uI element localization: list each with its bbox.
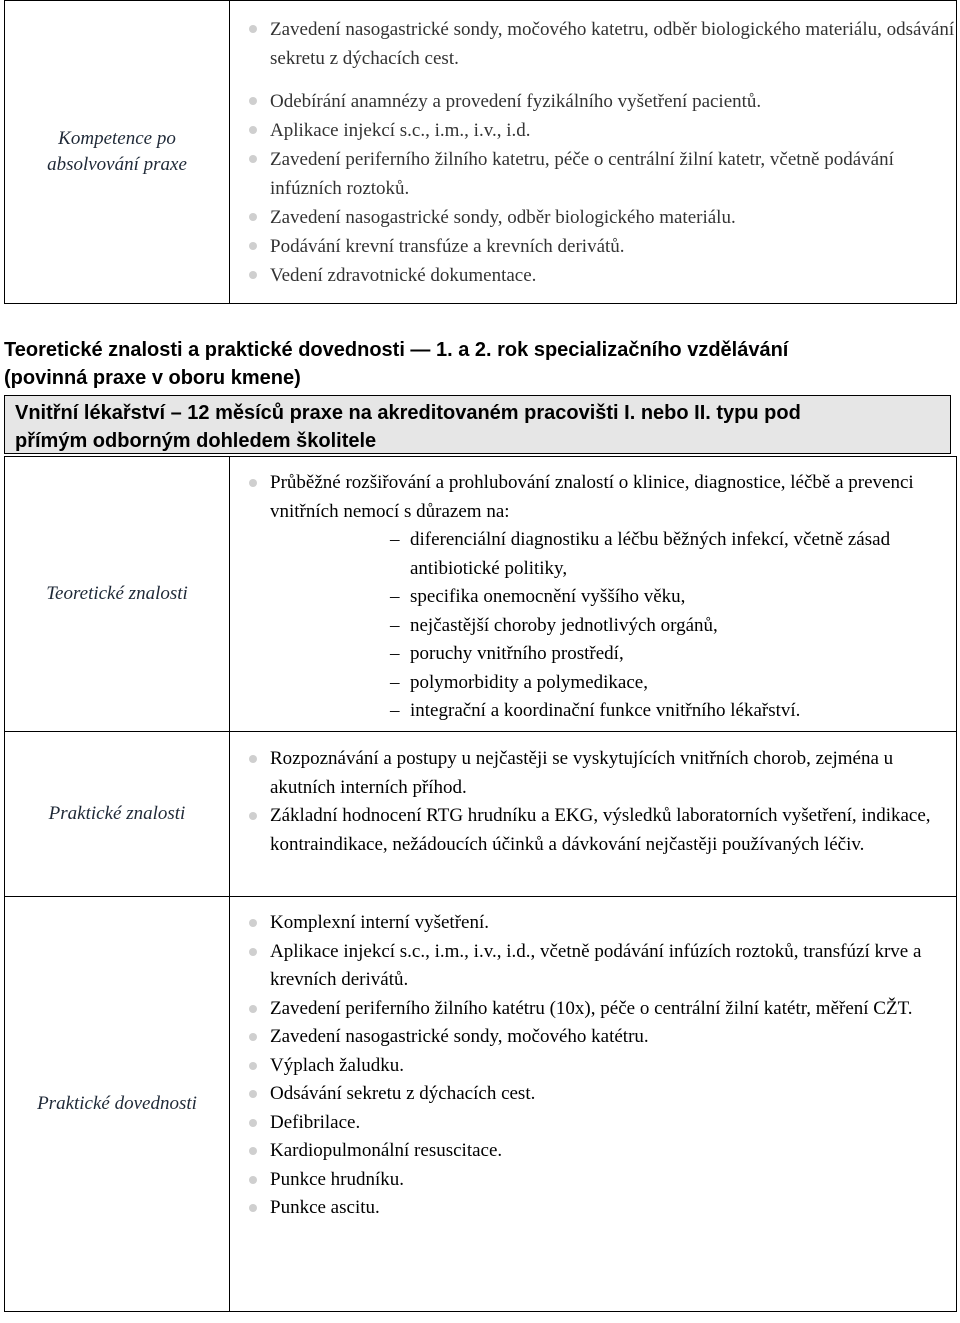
practical-knowledge-label: Praktické znalosti (5, 732, 230, 897)
list-item: Zavedení periferního žilního katétru (10x), péče o centrální žilní katétr, měření CŽT. (230, 995, 956, 1024)
practical-skills-list (230, 909, 956, 1223)
section-heading-line2: (povinná praxe v oboru kmene) (4, 367, 301, 389)
practical-skills-content (230, 897, 957, 1312)
list-item: Zavedení nasogastrické sondy, močového katetru, odběr biologického materiálu, odsávání sekretu z dýchacích cest. (230, 15, 956, 73)
list-item: Odebírání anamnézy a provedení fyzikálního vyšetření pacientů. (230, 87, 956, 116)
list-item: Punkce hrudníku. (230, 1166, 956, 1195)
sub-list-item: – diferenciální diagnostiku a léčbu běžných infekcí, včetně zásad antibiotické politiky, (390, 526, 956, 583)
list-item: Průběžné rozšiřování a prohlubování znalostí o klinice, diagnostice, léčbě a prevenci vnitřních nemocí s důrazem na: (230, 469, 956, 526)
list-item: Výplach žaludku. (230, 1052, 956, 1081)
list-item: Defibrilace. (230, 1109, 956, 1138)
subheading-line2: přímým odborným dohledem školitele (15, 430, 377, 452)
sub-list-item: – nejčastější choroby jednotlivých orgánů, (390, 612, 956, 641)
sub-list-item: – specifika onemocnění vyššího věku, (390, 583, 956, 612)
list-item: Aplikace injekcí s.c., i.m., i.v., i.d. (230, 116, 956, 145)
practical-knowledge-list (230, 745, 956, 859)
sub-list-item: – polymorbidity a polymedikace, (390, 669, 956, 698)
list-item: Kardiopulmonální resuscitace. (230, 1137, 956, 1166)
subheading-box (4, 395, 951, 454)
section-heading-line1: Teoretické znalosti a praktické dovednosti — 1. a 2. rok specializačního vzdělávání (4, 339, 789, 361)
theory-label: Teoretické znalosti (5, 457, 230, 732)
theory-subitems (390, 526, 956, 726)
list-item: Punkce ascitu. (230, 1194, 956, 1223)
subheading-line1: Vnitřní lékařství – 12 měsíců praxe na akreditovaném pracovišti I. nebo II. typu pod (15, 402, 801, 424)
competence-table (4, 0, 957, 304)
list-item: Podávání krevní transfúze a krevních derivátů. (230, 232, 956, 261)
competence-list (230, 15, 956, 290)
list-item: Odsávání sekretu z dýchacích cest. (230, 1080, 956, 1109)
skills-table (4, 456, 957, 1312)
competence-label-line2: absolvování praxe (47, 154, 187, 175)
list-item: Zavedení periferního žilního katetru, péče o centrální žilní katetr, včetně podávání infúzních roztoků. (230, 145, 956, 203)
competence-content (230, 1, 957, 304)
competence-label-line1: Kompetence po (58, 128, 176, 149)
theory-content (230, 457, 957, 732)
list-item: Zavedení nasogastrické sondy, močového katétru. (230, 1023, 956, 1052)
theory-sublist (390, 526, 956, 726)
list-item: Základní hodnocení RTG hrudníku a EKG, výsledků laboratorních vyšetření, indikace, kontraindikace, nežádoucích účinků a dávkování nejčastěji používaných léčiv. (230, 802, 956, 859)
practical-skills-label: Praktické dovednosti (5, 897, 230, 1312)
list-item: Aplikace injekcí s.c., i.m., i.v., i.d., včetně podávání infúzích roztoků, transfúzí krve a krevních derivátů. (230, 938, 956, 995)
section-heading (4, 336, 914, 392)
practical-knowledge-content (230, 732, 957, 897)
competence-label (5, 1, 230, 304)
theory-list (230, 469, 956, 526)
list-item: Vedení zdravotnické dokumentace. (230, 261, 956, 290)
sub-list-item: – poruchy vnitřního prostředí, (390, 640, 956, 669)
list-item: Rozpoznávání a postupy u nejčastěji se vyskytujících vnitřních chorob, zejména u akutních interních příhod. (230, 745, 956, 802)
list-item: Zavedení nasogastrické sondy, odběr biologického materiálu. (230, 203, 956, 232)
list-item: Komplexní interní vyšetření. (230, 909, 956, 938)
sub-list-item: – integrační a koordinační funkce vnitřního lékařství. (390, 697, 956, 726)
